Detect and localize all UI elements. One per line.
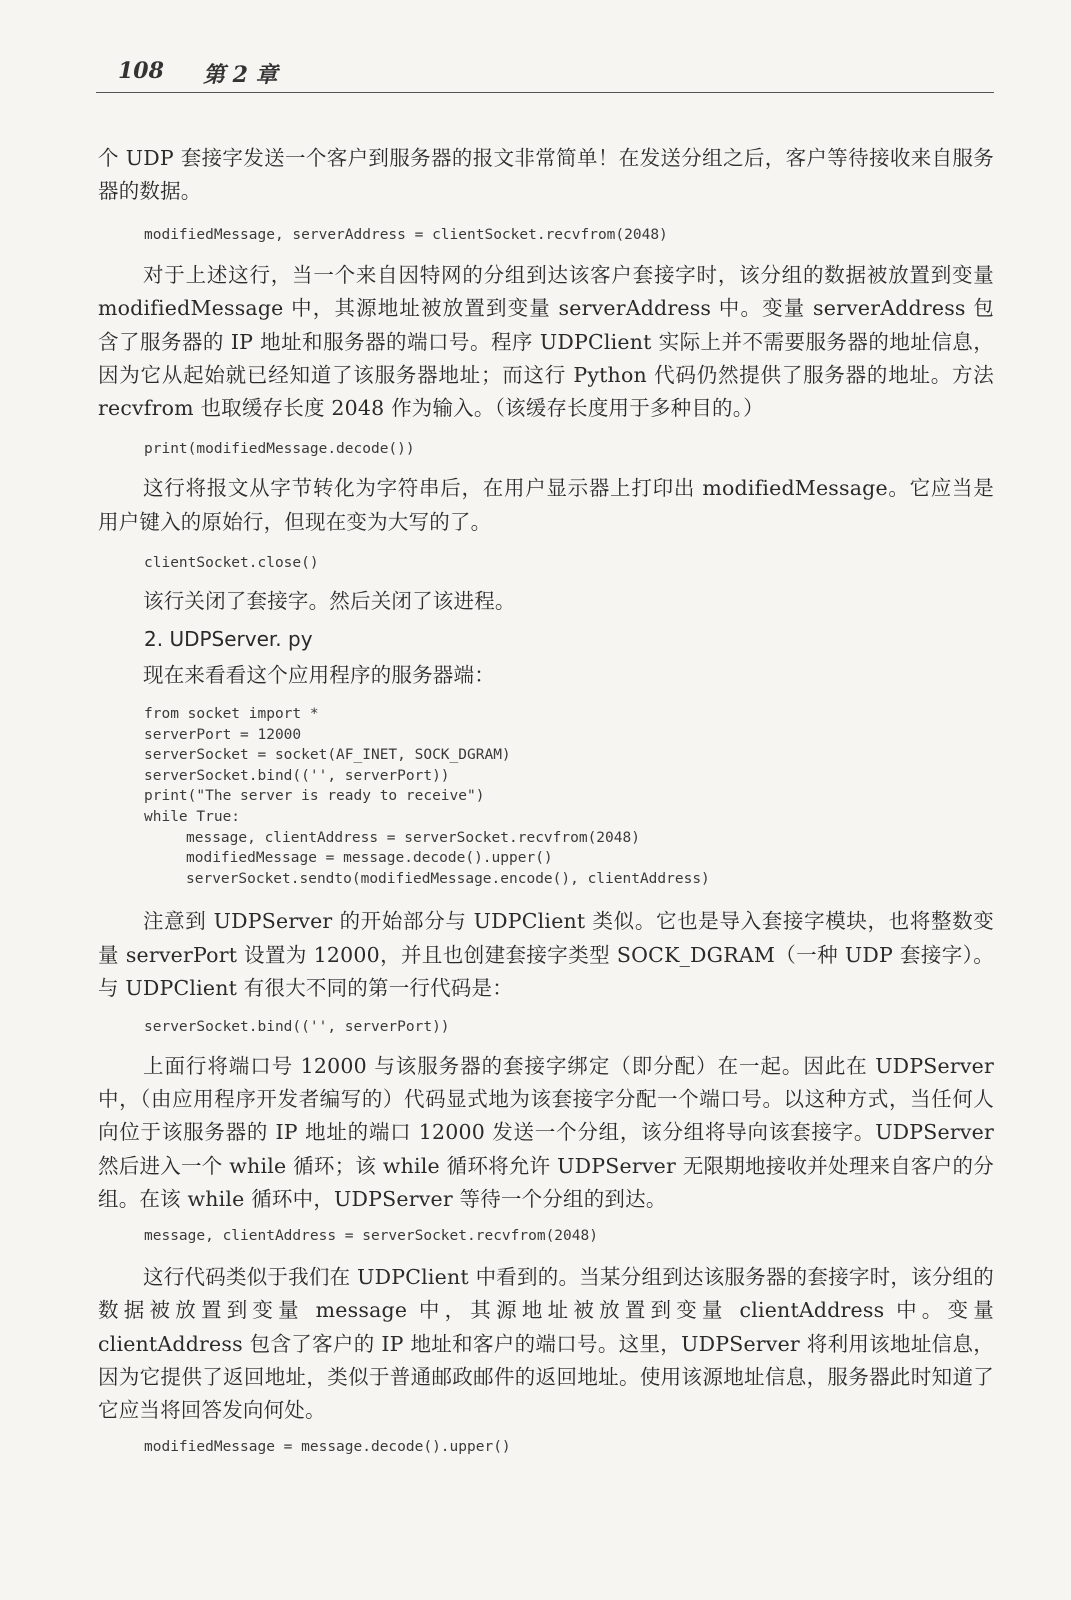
server-code-line: serverPort = 12000 (144, 726, 302, 743)
code-line-print: print(modifiedMessage.decode()) (144, 440, 415, 457)
paragraph-5: 现在来看看这个应用程序的服务器端： (143, 662, 495, 687)
server-code-loop-line (98, 848, 994, 869)
server-code-loop-line (98, 869, 994, 890)
server-code-loop-text: serverSocket.sendto(modifiedMessage.encode(), clientAddress) (186, 870, 710, 887)
server-code-line: serverSocket = socket(AF_INET, SOCK_DGRAM) (144, 747, 511, 764)
server-code-loop-text: message, clientAddress = serverSocket.recvfrom(2048) (186, 829, 640, 846)
page-content (98, 142, 994, 1458)
paragraph-8: 这行代码类似于我们在 UDPClient 中看到的。当某分组到达该服务器的套接字时，该分组的数据被放置到变量 message 中，其源地址被放置到变量 clientAddress 中。变量 clientAddress 包含了客户的 IP 地址和客户的端口号。这里，UDPServer 将利用该地址信息，因为它提供了返回地址，类似于普通邮政邮件的返回地址。使用该源地址信息，服务器此时知道了它应当将回答发向何处。 (98, 1264, 994, 1423)
page-header (96, 52, 994, 93)
paragraph-3: 这行将报文从字节转化为字符串后，在用户显示器上打印出 modifiedMessage。它应当是用户键入的原始行，但现在变为大写的了。 (98, 476, 994, 534)
paragraph-7: 上面行将端口号 12000 与该服务器的套接字绑定（即分配）在一起。因此在 UDPServer 中，（由应用程序开发者编写的）代码显式地为该套接字分配一个端口号。以这种方式，当任何人向位于该服务器的 IP 地址的端口 12000 发送一个分组，该分组将导向该套接字。UDPServer 然后进入一个 while 循环；该 while 循环将允许 UDPServer 无限期地接收并处理来自客户的分组。在该 while 循环中，UDPServer 等待一个分组的到达。 (98, 1053, 994, 1212)
paragraph-6: 注意到 UDPServer 的开始部分与 UDPClient 类似。它也是导入套接字模块，也将整数变量 serverPort 设置为 12000，并且也创建套接字类型 SOCK_DGRAM（一种 UDP 套接字）。与 UDPClient 有很大不同的第一行代码是： (98, 909, 994, 1000)
code-line-recvfrom-server: message, clientAddress = serverSocket.recvfrom(2048) (144, 1228, 598, 1245)
server-code-line: serverSocket.bind(('', serverPort)) (144, 767, 450, 784)
server-code-loop-line (98, 828, 994, 849)
code-line-upper: modifiedMessage = message.decode().upper() (144, 1439, 511, 1456)
paragraph-2: 对于上述这行，当一个来自因特网的分组到达该客户套接字时，该分组的数据被放置到变量 modifiedMessage 中，其源地址被放置到变量 serverAddress 中。变量 serverAddress 包含了服务器的 IP 地址和服务器的端口号。程序 UDPClient 实际上并不需要服务器的地址信息，因为它从起始就已经知道了该服务器地址；而这行 Python 代码仍然提供了服务器的地址。方法 recvfrom 也取缓存长度 2048 作为输入。（该缓存长度用于多种目的。） (98, 263, 994, 421)
paragraph-4: 该行关闭了套接字。然后关闭了该进程。 (143, 589, 516, 614)
section-heading: 2. UDPServer. py (144, 626, 313, 651)
server-code-loop-text: modifiedMessage = message.decode().upper() (186, 850, 553, 867)
code-line-recvfrom-client: modifiedMessage, serverAddress = clientSocket.recvfrom(2048) (144, 226, 668, 243)
server-code-line: print("The server is ready to receive") (144, 788, 485, 805)
code-line-bind: serverSocket.bind(('', serverPort)) (144, 1019, 450, 1036)
server-code-block (98, 704, 994, 889)
chapter-title: 第 2 章 (203, 62, 278, 88)
code-line-close: clientSocket.close() (144, 554, 319, 571)
server-code-line: from socket import * (144, 706, 319, 723)
paragraph-1: 个 UDP 套接字发送一个客户到服务器的报文非常简单！在发送分组之后，客户等待接收来自服务器的数据。 (98, 146, 994, 204)
server-code-line: while True: (144, 809, 241, 826)
page-number: 108 (118, 58, 164, 84)
